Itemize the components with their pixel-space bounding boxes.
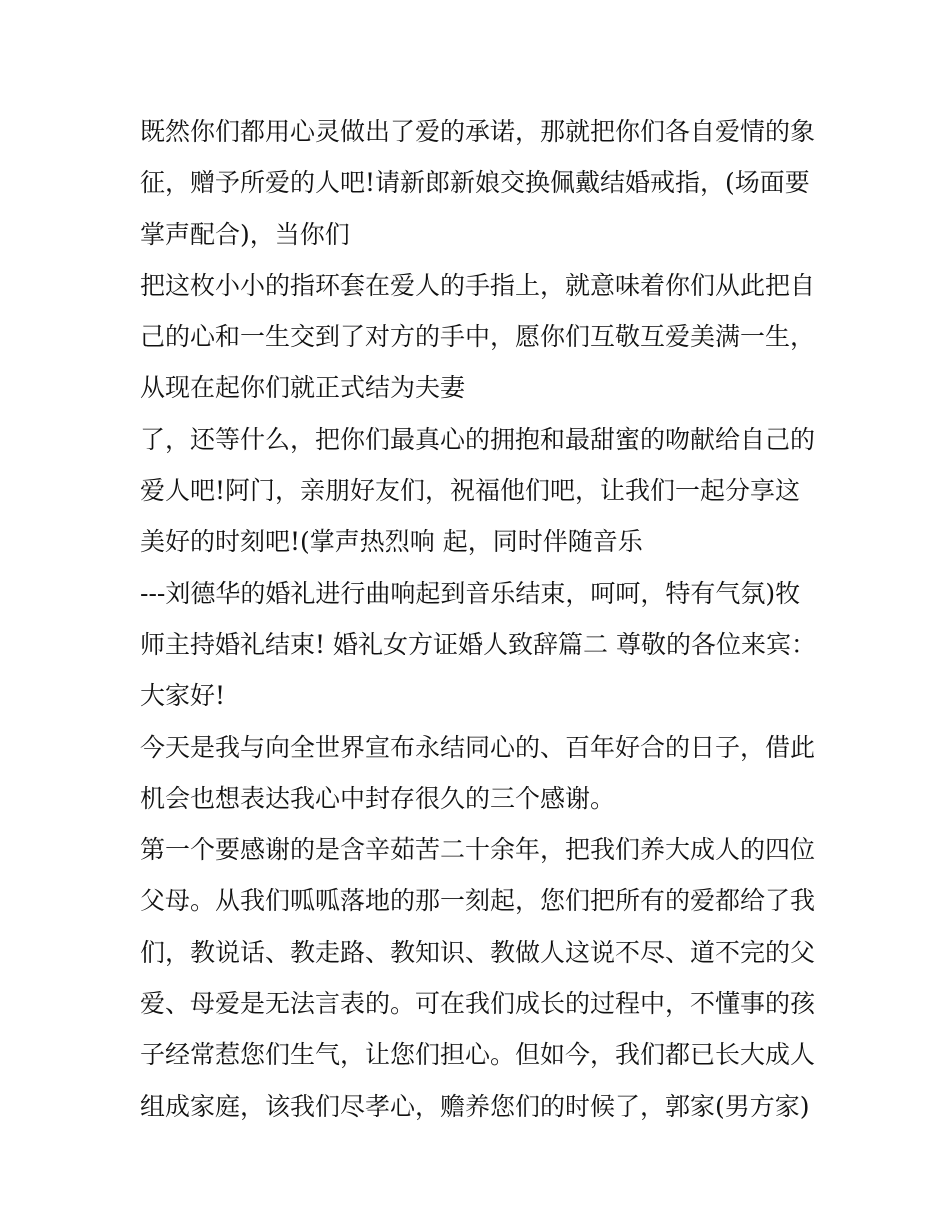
text-line: 既然你们都用心灵做出了爱的承诺，那就把你们各自爱情的象 (140, 117, 816, 146)
text-line: 机会也想表达我心中封存很久的三个感谢。 (140, 783, 616, 813)
text-line: 把这枚小小的指环套在爱人的手指上，就意味着你们从此把自 (140, 270, 816, 300)
text-line: 从现在起你们就正式结为夫妻 (140, 373, 466, 403)
text-line: 大家好! (140, 681, 226, 711)
document-body (140, 106, 820, 1132)
text-line: 师主持婚礼结束! 婚礼女方证婚人致辞篇二 尊敬的各位来宾： (140, 629, 816, 659)
text-line: 爱、母爱是无法言表的。可在我们成长的过程中，不懂事的孩 (140, 989, 816, 1019)
text-line: 们，教说话、教走路、教知识、教做人这说不尽、道不完的父 (140, 937, 816, 967)
text-line: 美好的时刻吧!(掌声热烈响 起，同时伴随音乐 (140, 527, 643, 557)
text-line: 爱人吧!阿门，亲朋好友们，祝福他们吧，让我们一起分享这 (140, 476, 801, 506)
text-line: 第一个要感谢的是含辛茹苦二十余年，把我们养大成人的四位 (140, 835, 816, 865)
text-line: 征，赠予所爱的人吧!请新郎新娘交换佩戴结婚戒指，(场面要 (140, 168, 810, 198)
text-line: ---刘德华的婚礼进行曲响起到音乐结束，呵呵，特有气氛)牧 (140, 578, 801, 608)
text-line: 组成家庭，该我们尽孝心，赡养您们的时候了，郭家(男方家) (140, 1091, 810, 1121)
text-line: 己的心和一生交到了对方的手中，愿你们互敬互爱美满一生， (140, 322, 816, 352)
text-line: 子经常惹您们生气，让您们担心。但如今，我们都已长大成人 (140, 1040, 816, 1070)
text-line: 了，还等什么，把你们最真心的拥抱和最甜蜜的吻献给自己的 (140, 424, 816, 454)
text-line: 今天是我与向全世界宣布永结同心的、百年好合的日子，借此 (140, 732, 816, 762)
text-line: 掌声配合)，当你们 (140, 219, 350, 249)
text-line: 父母。从我们呱呱落地的那一刻起，您们把所有的爱都给了我 (140, 886, 816, 916)
